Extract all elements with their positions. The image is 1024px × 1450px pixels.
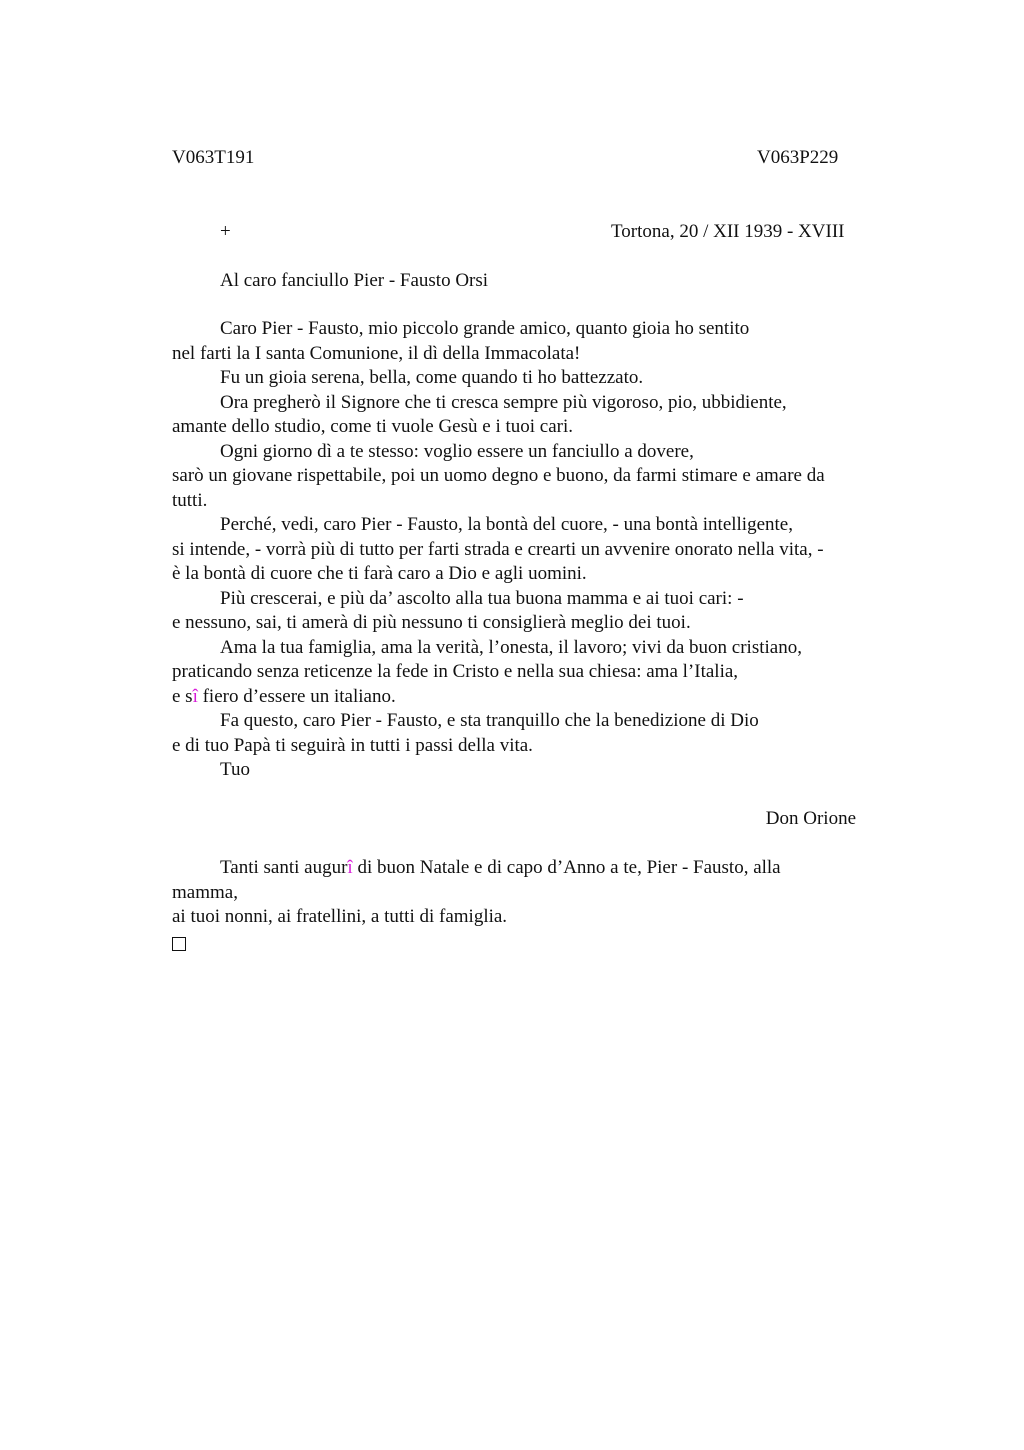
postscript-line xyxy=(172,856,892,881)
closing: Tuo xyxy=(220,759,250,780)
text-run: Tanti santi augur xyxy=(220,857,348,878)
cross-mark: + xyxy=(220,221,231,242)
signature: Don Orione xyxy=(765,808,856,829)
salutation-to: Al caro fanciullo Pier - Fausto Orsi xyxy=(220,270,489,291)
letter-line: Ora pregherò il Signore che ti cresca sempre più vigoroso, pio, ubbidiente, xyxy=(220,391,787,413)
text-run: e s xyxy=(172,685,193,707)
letter-line: amante dello studio, come ti vuole Gesù e i tuoi cari. xyxy=(172,416,574,437)
letter-line: Ogni giorno dì a te stesso: voglio essere un fanciullo a dovere, xyxy=(220,440,694,462)
letter-line: è la bontà di cuore che ti farà caro a Dio e agli uomini. xyxy=(172,563,587,584)
header-right-code: V063P229 xyxy=(757,147,839,168)
letter-line: Ama la tua famiglia, ama la verità, l’onesta, il lavoro; vivi da buon cristiano, xyxy=(220,636,802,658)
letter-line: Più crescerai, e più da’ ascolto alla tua buona mamma e ai tuoi cari: - xyxy=(220,587,744,609)
end-box-icon xyxy=(172,930,892,959)
highlighted-char: î xyxy=(347,857,353,878)
text-run: fiero d’essere un italiano. xyxy=(197,685,396,707)
date-line: Tortona, 20 / XII 1939 - XVIII xyxy=(611,221,845,242)
letter-line: Fu un gioia serena, bella, come quando ti ho battezzato. xyxy=(220,367,644,388)
letter-line: si intende, - vorrà più di tutto per farti strada e crearti un avvenire onorato nella vita, - xyxy=(172,538,824,560)
letter-line: praticando senza reticenze la fede in Cristo e nella sua chiesa: ama l’Italia, xyxy=(172,661,739,682)
letter-line: Fa questo, caro Pier - Fausto, e sta tranquillo che la benedizione di Dio xyxy=(220,710,759,731)
header-left-code: V063T191 xyxy=(172,147,255,168)
letter-line: e di tuo Papà ti seguirà in tutti i passi della vita. xyxy=(172,734,533,756)
letter-line: sarò un giovane rispettabile, poi un uomo degno e buono, da farmi stimare e amare da xyxy=(172,465,825,486)
letter-line: Caro Pier - Fausto, mio piccolo grande amico, quanto gioia ho sentito xyxy=(220,318,750,339)
postscript-line: mamma, xyxy=(172,881,238,903)
highlighted-char: î xyxy=(192,685,198,707)
postscript-line: ai tuoi nonni, ai fratellini, a tutti di famiglia. xyxy=(172,906,508,927)
text-run: di buon Natale e di capo d’Anno a te, Pier - Fausto, alla xyxy=(352,857,781,878)
letter-line xyxy=(172,685,892,710)
letter-body xyxy=(172,317,892,958)
letter-line: e nessuno, sai, ti amerà di più nessuno ti consiglierà meglio dei tuoi. xyxy=(172,612,691,633)
letter-line: Perché, vedi, caro Pier - Fausto, la bontà del cuore, - una bontà intelligente, xyxy=(220,514,793,535)
letter-line: nel farti la I santa Comunione, il dì della Immacolata! xyxy=(172,342,581,364)
letter-line: tutti. xyxy=(172,489,208,511)
